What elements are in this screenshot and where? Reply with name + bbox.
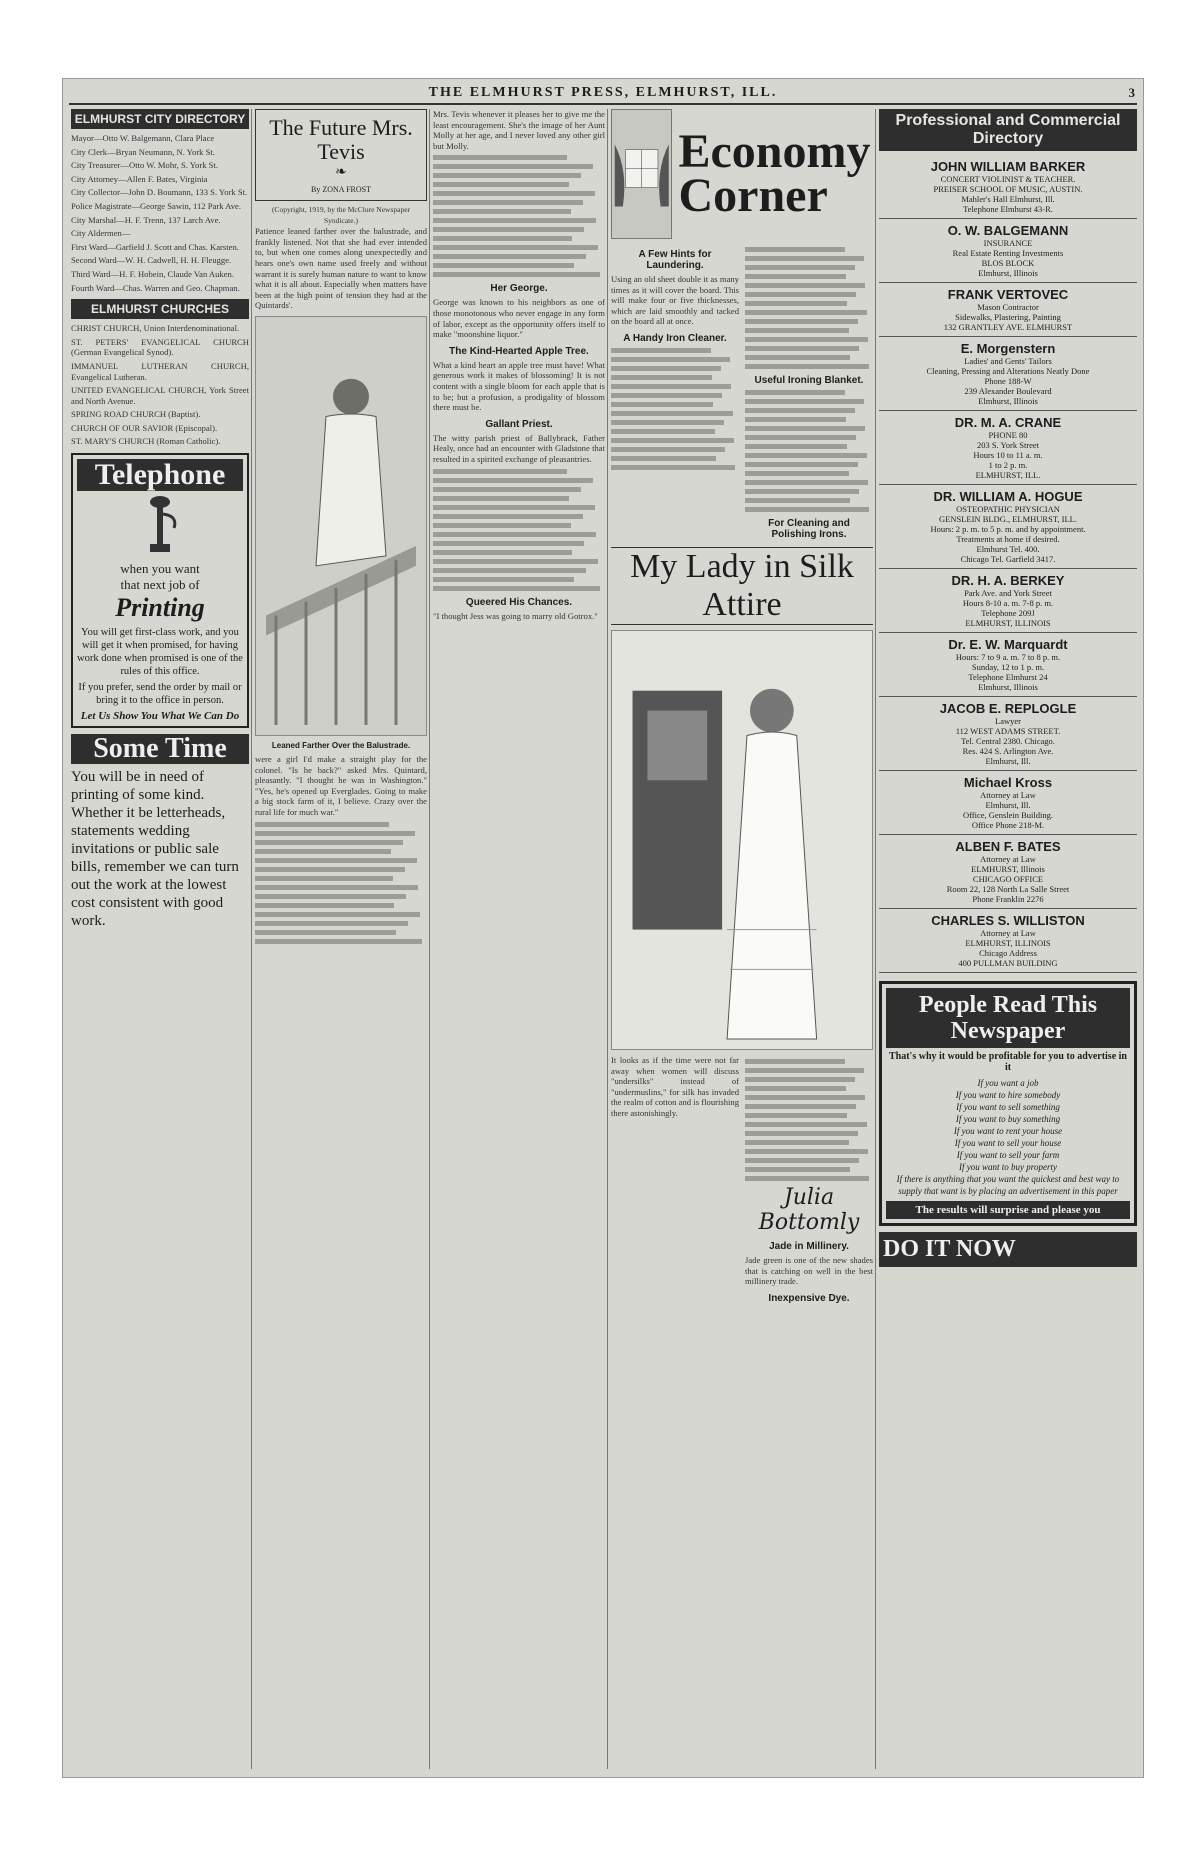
- directory-card-line: Attorney at Law: [980, 854, 1036, 864]
- people-read-item: If you want to sell your house: [954, 1138, 1062, 1148]
- text-line: [433, 245, 598, 250]
- text-line: [433, 550, 572, 555]
- page-number: 3: [1128, 85, 1135, 100]
- economy-corner-header: [611, 109, 873, 239]
- directory-card-line: Attorney at Law: [980, 790, 1036, 800]
- telephone-line2: that next job of: [120, 577, 200, 593]
- directory-card-name: DR. H. A. BERKEY: [951, 573, 1065, 588]
- gallant-priest-continued: [433, 469, 605, 591]
- directory-card-line: Phone 188-W: [984, 376, 1032, 386]
- gallant-priest-body: The witty parish priest of Ballybrack, Father Healy, once had an encounter with Gladstone that resulted in a spirited exchange of pleasantries.: [433, 432, 605, 464]
- directory-card-line: ELMHURST, Illinois: [971, 864, 1045, 874]
- masthead-rule: [69, 103, 1137, 105]
- telephone-ad: [71, 453, 249, 728]
- column-story: [255, 109, 427, 1769]
- text-line: [255, 885, 418, 890]
- directory-card-name: DR. M. A. CRANE: [954, 415, 1062, 430]
- directory-cards: [879, 155, 1137, 973]
- text-line: [433, 155, 567, 160]
- directory-card-name: O. W. BALGEMANN: [947, 223, 1069, 238]
- directory-card: [879, 771, 1137, 835]
- directory-entry: Second Ward—W. H. Cadwell, H. H. Fleugge.: [71, 255, 232, 266]
- people-read-item: If you want to buy property: [959, 1162, 1057, 1172]
- text-line: [745, 1158, 859, 1163]
- column-professional-directory: [879, 109, 1137, 1769]
- directory-card-line: Office, Genslein Building.: [962, 810, 1054, 820]
- directory-card-line: Cleaning, Pressing and Alterations Neatly Done: [926, 366, 1090, 376]
- people-read-item: If you want to sell something: [956, 1102, 1060, 1112]
- story-body-bottom: were a girl I'd make a straight play for the colonel. "Is he back?" asked Mrs. Quintard, pleasantly. "I thought he was in Washington." "Yes, he's opened up Everglades. Going to make a big stock farm of it, I believe. Crazy over the rural life for much war.": [255, 753, 427, 817]
- churches-list: [71, 323, 249, 447]
- directory-card-line: Ladies' and Gents' Tailors: [964, 356, 1052, 366]
- lady-body-continued: [745, 1059, 873, 1181]
- people-read-item: If you want to rent your house: [953, 1126, 1063, 1136]
- directory-card-line: BLOS BLOCK: [981, 258, 1035, 268]
- lady-silk-heading: My Lady in Silk Attire: [611, 547, 873, 625]
- some-time-ad: [71, 734, 249, 930]
- column-stories: [433, 109, 605, 1769]
- people-read-ad: [879, 981, 1137, 1226]
- directory-card: [879, 219, 1137, 283]
- text-line: [433, 469, 567, 474]
- directory-card-line: Telephone Elmhurst 24: [968, 672, 1048, 682]
- directory-entry: Third Ward—H. F. Hobein, Claude Van Auken.: [71, 268, 234, 279]
- city-directory-list: [71, 133, 249, 293]
- laundering-continued: [745, 247, 873, 369]
- directory-card-line: Sunday, 12 to 1 p. m.: [971, 662, 1045, 672]
- directory-card-line: Chicago Tel. Garfield 3417.: [960, 554, 1056, 564]
- text-line: [433, 514, 583, 519]
- text-line: [745, 310, 867, 315]
- directory-card-line: Room 22, 128 North La Salle Street: [946, 884, 1070, 894]
- directory-card-name: JOHN WILLIAM BARKER: [930, 159, 1086, 174]
- text-line: [745, 355, 850, 360]
- text-line: [255, 867, 405, 872]
- directory-card-line: INSURANCE: [983, 238, 1033, 248]
- text-line: [745, 319, 858, 324]
- text-line: [433, 559, 598, 564]
- text-line: [255, 930, 396, 935]
- column-directory: [71, 109, 249, 1769]
- directory-card-line: Hours 8-10 a. m. 7-8 p. m.: [962, 598, 1054, 608]
- directory-card-line: 400 PULLMAN BUILDING: [958, 958, 1058, 968]
- column-divider: [251, 109, 252, 1769]
- queered-heading: Queered His Chances.: [465, 596, 573, 608]
- directory-entry: City Attorney—Allen F. Bates, Virginia: [71, 173, 208, 184]
- directory-card-line: Res. 424 S. Arlington Ave.: [962, 746, 1054, 756]
- laundering-heading: A Few Hints for Laundering.: [638, 249, 712, 271]
- directory-card-name: DR. WILLIAM A. HOGUE: [933, 489, 1083, 504]
- text-line: [433, 505, 595, 510]
- people-read-item: If there is anything that you want the quickest and best way to supply that want is by placing an advertisement in this paper: [896, 1174, 1120, 1196]
- text-line: [433, 263, 574, 268]
- directory-card-line: Phone Franklin 2276: [972, 894, 1044, 904]
- lady-body: It looks as if the time were not far away when women will discuss "undersilks" instead of "undermuslins," for silk has invaded the realm of cotton and is flourishing there astonishingly.: [611, 1055, 739, 1118]
- text-line: [611, 402, 713, 407]
- text-line: [745, 256, 864, 261]
- directory-card-name: CHARLES S. WILLISTON: [931, 913, 1085, 928]
- directory-card-line: Hours: 2 p. m. to 5 p. m. and by appointment.: [930, 524, 1086, 534]
- author-signature: Julia Bottomly: [758, 1185, 860, 1235]
- directory-card-line: Lawyer: [995, 716, 1021, 726]
- text-line: [255, 840, 403, 845]
- directory-card: [879, 569, 1137, 633]
- text-line: [745, 1176, 869, 1181]
- text-line: [745, 1104, 856, 1109]
- text-line: [745, 1077, 855, 1082]
- directory-card-name: E. Morgenstern: [960, 341, 1056, 356]
- people-read-tagline: That's why it would be profitable for you to advertise in it: [889, 1051, 1127, 1073]
- directory-entry: ST. PETERS' EVANGELICAL CHURCH (German Evangelical Synod).: [71, 336, 249, 358]
- text-line: [433, 478, 593, 483]
- people-read-title: People Read This Newspaper: [886, 988, 1130, 1048]
- text-line: [745, 292, 856, 297]
- text-line: [433, 164, 593, 169]
- text-line: [745, 471, 849, 476]
- directory-card-line: Telephone Elmhurst 43-R.: [963, 204, 1053, 214]
- text-line: [745, 337, 868, 342]
- telephone-icon: [77, 491, 243, 561]
- directory-card: [879, 337, 1137, 411]
- text-line: [745, 274, 846, 279]
- text-line: [745, 1167, 850, 1172]
- people-read-closing: The results will surprise and please you: [886, 1201, 1130, 1219]
- story-title: The Future Mrs. Tevis: [269, 115, 413, 164]
- directory-card-line: 203 S. York Street: [976, 440, 1040, 450]
- text-line: [745, 399, 864, 404]
- story-ornament: ❧: [335, 165, 347, 180]
- apple-tree-heading: The Kind-Hearted Apple Tree.: [449, 345, 589, 357]
- directory-card: [879, 155, 1137, 219]
- story-body-top: Patience leaned farther over the balustrade, and frankly listened. Not that she had ever intended to, but when one comes along unexpectedly and hears one's own name used freely and without warrant it is surely human nature to want to know what it is all about. Especially when matters have been at the high point of tension they had at the Quintards'.: [255, 226, 427, 311]
- directory-card-line: Treatments at home if desired.: [956, 534, 1060, 544]
- printing-word: Printing: [115, 593, 205, 623]
- column-divider: [429, 109, 430, 1769]
- text-line: [611, 357, 730, 362]
- directory-entry: Fourth Ward—Chas. Warren and Geo. Chapman.: [71, 282, 240, 293]
- text-line: [745, 408, 855, 413]
- text-line: [745, 1140, 849, 1145]
- text-line: [433, 532, 596, 537]
- directory-entry: SPRING ROAD CHURCH (Baptist).: [71, 409, 201, 420]
- text-line: [745, 498, 850, 503]
- queered-body: "I thought Jess was going to marry old Gotrox.": [433, 610, 598, 621]
- directory-card-line: Chicago Address: [979, 948, 1037, 958]
- dye-heading: Inexpensive Dye.: [768, 1292, 850, 1304]
- text-line: [745, 265, 855, 270]
- directory-card-line: Sidewalks, Plastering, Painting: [955, 312, 1061, 322]
- economy-corner-title: Economy Corner: [678, 125, 871, 222]
- text-line: [433, 568, 586, 573]
- text-line: [433, 577, 574, 582]
- text-line: [611, 384, 731, 389]
- directory-card-line: Elmhurst, Illinois: [978, 682, 1038, 692]
- text-line: [433, 496, 569, 501]
- text-line: [255, 894, 406, 899]
- text-line: [745, 480, 868, 485]
- text-line: [433, 191, 595, 196]
- directory-card-line: ELMHURST, ILL.: [975, 470, 1041, 480]
- text-line: [255, 831, 415, 836]
- text-line: [745, 1095, 865, 1100]
- text-line: [745, 1113, 847, 1118]
- telephone-body-2: If you prefer, send the order by mail or bring it to the office in person.: [78, 682, 242, 707]
- text-line: [433, 182, 569, 187]
- millinery-body: Jade green is one of the new shades that is catching on well in the best millinery trade.: [745, 1255, 873, 1287]
- text-line: [611, 375, 712, 380]
- text-line: [745, 426, 865, 431]
- millinery-heading: Jade in Millinery.: [769, 1241, 849, 1252]
- people-read-item: If you want to hire somebody: [955, 1090, 1061, 1100]
- directory-card-line: Elmhurst Tel. 400.: [976, 544, 1040, 554]
- directory-card-line: CONCERT VIOLINIST & TEACHER.: [940, 174, 1076, 184]
- text-line: [745, 283, 865, 288]
- directory-entry: CHRIST CHURCH, Union Interdenominational.: [71, 323, 240, 334]
- churches-heading: ELMHURST CHURCHES: [71, 299, 249, 319]
- text-line: [611, 429, 715, 434]
- directory-entry: Mayor—Otto W. Balgemann, Clara Place: [71, 133, 215, 143]
- column-economy: [611, 109, 873, 1769]
- directory-card-name: FRANK VERTOVEC: [947, 287, 1069, 302]
- directory-card-line: Mason Contractor: [977, 302, 1039, 312]
- text-line: [745, 453, 867, 458]
- text-line: [255, 912, 420, 917]
- telephone-ad-title: Telephone: [77, 459, 243, 491]
- directory-card-line: Hours 10 to 11 a. m.: [973, 450, 1043, 460]
- iron-cleaner-body: [611, 348, 739, 470]
- directory-card-line: Office Phone 218-M.: [971, 820, 1045, 830]
- masthead: THE ELMHURST PRESS, ELMHURST, ILL.: [428, 85, 778, 100]
- directory-card-name: Michael Kross: [963, 775, 1053, 790]
- directory-entry: CHURCH OF OUR SAVIOR (Episcopal).: [71, 422, 218, 433]
- column-divider: [875, 109, 876, 1769]
- directory-card: [879, 633, 1137, 697]
- copyright-line: (Copyright, 1919, by the McClure Newspaper Syndicate.): [271, 205, 411, 225]
- people-read-item: If you want a job: [977, 1078, 1039, 1088]
- illustration-caption: Leaned Farther Over the Balustrade.: [271, 740, 411, 750]
- text-line: [745, 444, 847, 449]
- text-line: [255, 903, 394, 908]
- text-line: [433, 272, 600, 277]
- directory-card-line: ELMHURST, ILLINOIS: [965, 618, 1051, 628]
- text-line: [611, 465, 735, 470]
- directory-card-line: GENSLEIN BLDG., ELMHURST, ILL.: [939, 514, 1077, 524]
- text-line: [611, 366, 721, 371]
- ironing-blanket-body: [745, 390, 873, 512]
- text-line: [745, 462, 858, 467]
- some-time-title: Some Time: [71, 734, 249, 764]
- text-line: [745, 390, 845, 395]
- text-line: [611, 438, 734, 443]
- directory-entry: City Treasurer—Otto W. Mohr, S. York St.: [71, 160, 218, 171]
- text-line: [433, 523, 571, 528]
- lady-illustration: [611, 630, 873, 1050]
- text-line: [745, 1059, 845, 1064]
- story-title-box: [255, 109, 427, 201]
- directory-entry: City Marshal—H. F. Trenn, 137 Larch Ave.: [71, 214, 221, 225]
- text-line: [745, 328, 849, 333]
- directory-card-line: PREISER SCHOOL OF MUSIC, AUSTIN.: [933, 184, 1083, 194]
- text-line: [745, 346, 859, 351]
- directory-card-name: JACOB E. REPLOGLE: [939, 701, 1077, 716]
- text-line: [611, 348, 711, 353]
- polishing-heading: For Cleaning and Polishing Irons.: [768, 518, 850, 540]
- text-line: [433, 227, 584, 232]
- city-directory-heading: ELMHURST CITY DIRECTORY: [71, 109, 249, 129]
- column-divider: [607, 109, 608, 1769]
- directory-card-line: 112 WEST ADAMS STREET.: [955, 726, 1061, 736]
- story-continued-top: Mrs. Tevis whenever it pleases her to give me the least encouragement. She's the image of her Aunt Molly at her age, and I never loved any other girl but Molly.: [433, 109, 605, 151]
- directory-card-name: ALBEN F. BATES: [955, 839, 1061, 854]
- text-line: [611, 447, 725, 452]
- directory-card-line: Elmhurst, Illinois: [978, 268, 1038, 278]
- text-line: [745, 507, 869, 512]
- directory-card: [879, 835, 1137, 909]
- story-continued: [255, 822, 427, 944]
- text-line: [745, 1122, 867, 1127]
- directory-card-line: OSTEOPATHIC PHYSICIAN: [956, 504, 1060, 514]
- window-illustration: [611, 109, 672, 239]
- directory-card: [879, 283, 1137, 337]
- text-line: [745, 1086, 846, 1091]
- text-line: [433, 254, 586, 259]
- story-byline: By ZONA FROST: [310, 185, 371, 194]
- directory-card-line: Hours: 7 to 9 a. m. 7 to 8 p. m.: [955, 652, 1061, 662]
- directory-card-line: 239 Alexander Boulevard: [964, 386, 1052, 396]
- text-line: [433, 209, 571, 214]
- directory-card-name: Dr. E. W. Marquardt: [948, 637, 1068, 652]
- text-line: [611, 411, 733, 416]
- text-line: [745, 364, 869, 369]
- people-read-item: If you want to buy something: [955, 1114, 1061, 1124]
- text-line: [255, 921, 408, 926]
- text-line: [745, 489, 859, 494]
- directory-card-line: Telephone 209J: [981, 608, 1035, 618]
- directory-entry: Police Magistrate—George Sawin, 112 Park Ave.: [71, 200, 242, 211]
- some-time-body: You will be in need of printing of some kind. Whether it be letterheads, statements wedding invitations or public sale bills, remember we can turn out the work at the lowest cost consistent with good work.: [71, 769, 239, 930]
- directory-card: [879, 909, 1137, 973]
- directory-card-line: Mahler's Hall Elmhurst, Ill.: [961, 194, 1055, 204]
- directory-entry: City Aldermen—: [71, 228, 131, 239]
- her-george-heading: Her George.: [490, 283, 548, 295]
- directory-card: [879, 411, 1137, 485]
- iron-cleaner-heading: A Handy Iron Cleaner.: [623, 332, 727, 344]
- telephone-line1: when you want: [120, 561, 200, 577]
- directory-card-line: Tel. Central 2380. Chicago.: [961, 736, 1055, 746]
- people-read-item: If you want to sell your farm: [956, 1150, 1060, 1160]
- directory-card-line: Elmhurst, Ill.: [985, 800, 1031, 810]
- text-line: [611, 456, 716, 461]
- directory-entry: City Clerk—Bryan Neumann, N. York St.: [71, 146, 215, 157]
- directory-card-line: Elmhurst, Ill.: [985, 756, 1031, 766]
- text-line: [433, 541, 584, 546]
- text-line: [433, 218, 596, 223]
- directory-entry: UNITED EVANGELICAL CHURCH, York Street and North Avenue.: [71, 385, 249, 406]
- directory-card-line: Park Ave. and York Street: [964, 588, 1052, 598]
- text-line: [255, 939, 422, 944]
- text-line: [255, 849, 391, 854]
- text-line: [745, 1068, 864, 1073]
- directory-card-line: PHONE 80: [988, 430, 1028, 440]
- newspaper-page: [62, 78, 1144, 1778]
- directory-card-line: ELMHURST, ILLINOIS: [965, 938, 1051, 948]
- directory-card-line: 132 GRANTLEY AVE. ELMHURST: [943, 322, 1073, 332]
- text-line: [745, 435, 856, 440]
- text-line: [433, 487, 581, 492]
- directory-card-line: 1 to 2 p. m.: [988, 460, 1028, 470]
- text-line: [745, 1131, 858, 1136]
- text-line: [433, 586, 600, 591]
- text-line: [433, 236, 572, 241]
- text-line: [611, 393, 722, 398]
- text-line: [745, 417, 846, 422]
- telephone-slogan: Let Us Show You What We Can Do: [80, 710, 240, 723]
- do-it-now-banner: DO IT NOW: [879, 1232, 1137, 1267]
- text-line: [433, 200, 583, 205]
- professional-directory-heading: Professional and Commercial Directory: [879, 109, 1137, 151]
- text-line: [611, 420, 724, 425]
- directory-entry: City Collector—John D. Boumann, 133 S. York St.: [71, 187, 248, 198]
- directory-card: [879, 697, 1137, 771]
- text-line: [745, 301, 847, 306]
- ironing-blanket-heading: Useful Ironing Blanket.: [754, 375, 864, 386]
- text-line: [745, 1149, 868, 1154]
- directory-card-line: Real Estate Renting Investments: [952, 248, 1064, 258]
- text-line: [255, 822, 389, 827]
- story-continued-text: [433, 155, 605, 277]
- directory-card-line: CHICAGO OFFICE: [972, 874, 1044, 884]
- directory-entry: ST. MARY'S CHURCH (Roman Catholic).: [71, 436, 221, 447]
- text-line: [255, 858, 417, 863]
- text-line: [255, 876, 393, 881]
- text-line: [745, 247, 845, 252]
- people-read-list: [886, 1077, 1130, 1197]
- directory-card: [879, 485, 1137, 569]
- directory-entry: IMMANUEL LUTHERAN CHURCH, Evangelical Lutheran.: [71, 360, 249, 382]
- her-george-body: George was known to his neighbors as one of those monotonous who never engage in any form of labor, except as the opportunity offers itself to make "moonshine liquor.": [433, 297, 605, 340]
- directory-card-line: Elmhurst, Illinois: [978, 396, 1038, 406]
- text-line: [433, 173, 581, 178]
- gallant-priest-heading: Gallant Priest.: [485, 418, 553, 430]
- balustrade-illustration: [255, 316, 427, 736]
- telephone-body: You will get first-class work, and you will get it when promised, for having work done when promised is one of the rules of this office.: [77, 627, 243, 678]
- laundering-body: Using an old sheet double it as many times as it will cover the board. This will make four or five thicknesses, which are laid smoothly and tacked on the board all at once.: [611, 274, 739, 327]
- directory-card-line: Attorney at Law: [980, 928, 1036, 938]
- directory-entry: First Ward—Garfield J. Scott and Chas. Karsten.: [71, 241, 239, 252]
- apple-tree-body: What a kind heart an apple tree must have! What generous work it makes of blossoming! It is not content with a single bloom for each apple that is to be; but a profusion, a prodigality of blossom there must be.: [433, 359, 605, 413]
